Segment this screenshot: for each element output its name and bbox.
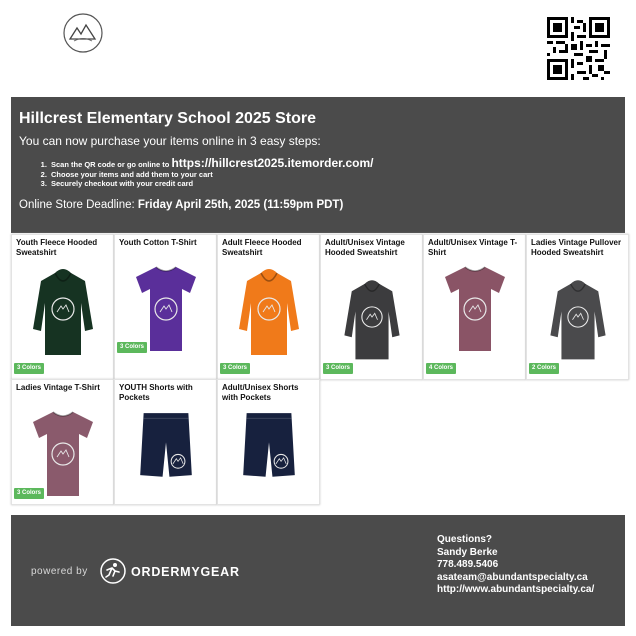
product-name[interactable]: Youth Cotton T-Shirt <box>119 238 197 247</box>
product-name[interactable]: YOUTH Shorts with Pockets <box>119 383 193 402</box>
product-name[interactable]: Ladies Vintage T-Shirt <box>16 383 100 392</box>
product-card[interactable] <box>526 234 629 380</box>
hoodie-image[interactable] <box>336 271 408 363</box>
step-2: 2. Choose your items and add them to your cart <box>49 170 617 180</box>
steps-list <box>49 156 617 189</box>
shorts-image[interactable] <box>233 408 305 494</box>
powered-by-text: powered by <box>31 566 88 577</box>
colors-badge[interactable]: 3 Colors <box>14 488 44 499</box>
contact-name: Sandy Berke <box>437 546 498 558</box>
footer <box>11 515 625 626</box>
deadline <box>19 198 617 213</box>
product-card[interactable] <box>11 234 114 380</box>
store-url-link[interactable]: https://hillcrest2025.itemorder.com/ <box>171 156 374 170</box>
colors-badge[interactable]: 2 Colors <box>529 363 559 374</box>
product-card[interactable] <box>320 234 423 380</box>
shorts-image[interactable] <box>130 408 202 494</box>
tshirt-image[interactable] <box>439 259 511 359</box>
store-intro: You can now purchase your items online in 3 easy steps: <box>19 134 321 148</box>
product-name[interactable]: Ladies Vintage Pullover Hooded Sweatshirt <box>531 238 622 257</box>
colors-badge[interactable]: 4 Colors <box>426 363 456 374</box>
colors-badge[interactable]: 3 Colors <box>220 363 250 374</box>
school-crest-logo-icon <box>62 12 104 54</box>
product-card[interactable] <box>217 234 320 380</box>
hoodie-image[interactable] <box>233 259 305 359</box>
contact-info <box>437 534 594 597</box>
product-name[interactable]: Adult Fleece Hooded Sweatshirt <box>222 238 302 257</box>
ordermygear-brand[interactable]: ORDERMYGEAR <box>131 565 240 579</box>
product-name[interactable]: Adult/Unisex Vintage T-Shirt <box>428 238 518 257</box>
colors-badge[interactable]: 3 Colors <box>14 363 44 374</box>
product-card[interactable] <box>114 234 217 380</box>
product-card[interactable] <box>11 379 114 505</box>
colors-badge[interactable]: 3 Colors <box>117 342 147 353</box>
deadline-value: Friday April 25th, 2025 (11:59pm PDT) <box>137 198 344 211</box>
step-1-text: Scan the QR code or go online to <box>51 160 172 169</box>
contact-website[interactable]: http://www.abundantspecialty.ca/ <box>437 584 595 595</box>
product-name[interactable]: Adult/Unisex Vintage Hooded Sweatshirt <box>325 238 405 257</box>
colors-badge[interactable]: 3 Colors <box>323 363 353 374</box>
deadline-label: Online Store Deadline: <box>19 198 138 211</box>
step-3: 3. Securely checkout with your credit card <box>49 179 617 189</box>
questions-heading: Questions? <box>437 534 493 545</box>
product-card[interactable] <box>114 379 217 505</box>
hoodie-image[interactable] <box>27 259 99 359</box>
hoodie-image[interactable] <box>542 271 614 363</box>
product-name[interactable]: Adult/Unisex Shorts with Pockets <box>222 383 299 402</box>
contact-email[interactable]: asateam@abundantspecialty.ca <box>437 571 588 583</box>
store-banner <box>11 97 625 233</box>
product-card[interactable] <box>217 379 320 505</box>
product-card[interactable] <box>423 234 526 380</box>
store-title: Hillcrest Elementary School 2025 Store <box>19 110 317 127</box>
contact-phone[interactable]: 778.489.5406 <box>437 559 499 570</box>
product-name[interactable]: Youth Fleece Hooded Sweatshirt <box>16 238 98 257</box>
qr-code-icon[interactable] <box>547 17 610 80</box>
ordermygear-logo-icon <box>100 558 126 584</box>
step-1 <box>49 156 617 170</box>
